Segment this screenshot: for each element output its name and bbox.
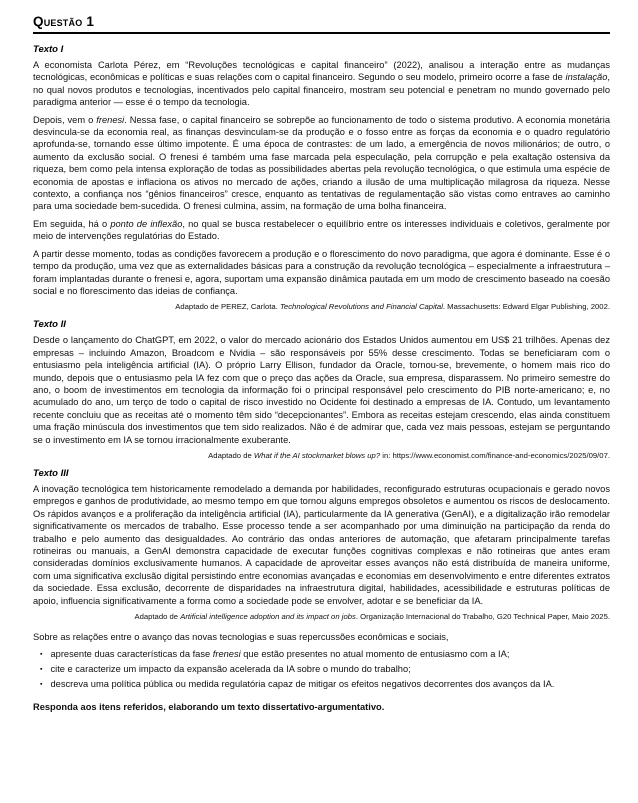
texto-2-attribution: Adaptado de What if the AI stockmarket blows up? in: https://www.economist.com/finance-and-economics/2025/09/07. bbox=[208, 450, 610, 460]
bullet-item-1 bbox=[40, 647, 610, 662]
bullet-item-2-text: cite e caracterize um impacto da expansão acelerada da IA sobre o mundo do trabalho; bbox=[50, 664, 411, 675]
bullet-item-1-text: apresente duas características da fase frenesi que estão presentes no atual momento de entusiasmo com a IA; bbox=[50, 649, 510, 660]
square-bullet-icon: ▪ bbox=[40, 666, 43, 674]
texto-3-title: Texto III bbox=[33, 467, 69, 479]
square-bullet-icon: ▪ bbox=[40, 681, 43, 689]
texto-1-paragraph-4: A partir desse momento, todas as condições favorecem a produção e o florescimento do novo paradigma, que agora é dominante. Esse é o tempo da produção, uma vez que as externalidades básicas para a construção da revolução tecnológica – especialmente a infraestrutura – foram implantadas durante o frenesi e, agora, suportam uma expansão dinâmica pautada em um modo de crescimento baseado na coesão social e no florescimento das ideias de confiança. bbox=[33, 248, 610, 296]
texto-3-section bbox=[33, 468, 610, 622]
question-title: Questão 1 bbox=[33, 14, 95, 29]
texto-2-section bbox=[33, 319, 610, 461]
texto-1-paragraph-2: Depois, vem o frenesi. Nessa fase, o capital financeiro se sobrepõe ao funcionamento de todo o sistema produtivo. A economia monetária desvincula-se da economia real, as finanças desvinculam-se da produção e o fosso entre as forças da economia e o quadro regulatório aprofunda-se, tornando esse último impotente. É uma época de contrastes: de um lado, a emergência de novos milionários; de outro, o aumento da exclusão social. O frenesi é também uma fase marcada pela especulação, pela corrupção e pela exaltação ostensiva da riqueza, bem como pela intensa exploração de todas as possibilidades abertas pela revolução tecnológica, o que estimula uma espécie de economia de apostas e inflaciona os ativos no mercado de ações, criando a ilusão de uma multiplicação milagrosa da riqueza. Nesse contexto, a confiança nos “gênios financeiros” cresce, enquanto as tentativas de regulamentação são vistas como entraves ao caminho para uma sociedade bem-sucedida. O frenesi culmina, assim, na formação de uma bolha financeira. bbox=[33, 114, 611, 212]
final-instruction: Responda aos itens referidos, elaborando um texto dissertativo-argumentativo. bbox=[33, 702, 385, 713]
texto-1-paragraph-1: A economista Carlota Pérez, em “Revoluções tecnológicas e capital financeiro” (2022), analisou a interação entre as mudanças tecnológicas, econômicas e políticas e suas relações com o capital financeiro. Segundo o seu modelo, primeiro ocorre a fase de instalação, no qual novos produtos e tecnologias, incentivados pelo capital financeiro, mostram seu potencial e penetram no mundo governado pelo paradigma anterior — esse é o tempo da tecnologia. bbox=[33, 60, 610, 108]
texto-3-attribution: Adaptado de Artificial intelligence adoption and its impact on jobs. Organização Internacional do Trabalho, G20 Technical Paper, Maio 2025. bbox=[134, 612, 610, 622]
texto-1-attribution: Adaptado de PEREZ, Carlota. Technological Revolutions and Financial Capital. Massachusetts: Edward Elgar Publishing, 2002. bbox=[175, 302, 610, 312]
texto-2-title: Texto II bbox=[33, 319, 66, 331]
texto-2-paragraph-1: Desde o lançamento do ChatGPT, em 2022, o valor do mercado acionário dos Estados Unidos aumentou em US$ 21 trilhões. Apenas dez empresas – incluindo Amazon, Broadcom e Nvidia – são responsáveis por 55% desse crescimento. Todas se beneficiaram com o entusiasmo pela inteligência artificial (IA). O próprio Larry Ellison, fundador da Oracle, tornou-se, brevemente, o homem mais rico do mundo, depois que o entusiasmo pela IA fez com que o preço das ações da Oracle, sua empresa, disparassem. No primeiro semestre do ano, o boom de investimentos em tecnologia da informação foi o principal responsável pelo crescimento do PIB norte-americano; e, no acumulado do ano, um terço de todo o capital de risco investido no Ocidente foi destinado a empresas de IA. Contudo, um levantamento recente concluiu que as receitas até o momento têm sido “decepcionantes”. Embora as receitas estejam crescendo, elas ainda constituem uma fração minúscula dos investimentos que tem sido realizados. Não é de admirar que, cada vez mais pessoas, estejam se perguntando se o investimento em IA se tornou irracionalmente exuberante. bbox=[33, 335, 610, 445]
texto-1-title: Texto I bbox=[33, 44, 64, 55]
bullet-item-2 bbox=[40, 662, 610, 677]
square-bullet-icon: ▪ bbox=[40, 651, 43, 659]
task-section bbox=[33, 631, 610, 714]
texto-3-paragraph-1: A inovação tecnológica tem historicamente remodelado a demanda por habilidades, reconfigurado estruturas ocupacionais e gerado novos empregos e ganhos de produtividade, ao mesmo tempo em que tornou alguns empregos obsoletos e aumentou os riscos de deslocamento. Os rápidos avanços e a proliferação da inteligência artificial (IA), particularmente da IA generativa (GenAI), e a digitalização irão remodelar significativamente os mercados de trabalho. Esse processo tende a ser acompanhado por uma diminuição na participação da renda do trabalho e pelo aumento das desigualdades. Ao contrário das ondas anteriores de automação, que afetaram principalmente tarefas rotineiras ou manuais, a GenAI demonstra capacidade de executar funções cognitivas complexas e não rotineiras que antes eram consideradas domínios exclusivamente humanos. A capacidade de aproveitar esses avanços não está distribuída de maneira uniforme, com uma significativa exclusão digital persistindo entre economias avançadas e economias em desenvolvimento e entre diferentes extratos da sociedade. Essa exclusão, decorrente de disparidades na infraestrutura digital, habilidades, acessibilidade e estruturas políticas de apoio, influencia significativamente a forma como a sociedade pode se envolver, adotar e se beneficiar da IA. bbox=[33, 483, 610, 606]
texto-1-paragraph-3: Em seguida, há o ponto de inflexão, no qual se busca restabelecer o equilíbrio entre os interesses individuais e coletivos, geralmente por meio de intervenções regulatórias do Estado. bbox=[33, 218, 610, 242]
question-header bbox=[33, 14, 610, 34]
prompt-intro: Sobre as relações entre o avanço das novas tecnologias e suas repercussões econômicas e sociais, bbox=[33, 632, 449, 643]
bullet-item-3 bbox=[40, 677, 610, 692]
texto-1-section bbox=[33, 44, 610, 312]
task-bullet-list bbox=[33, 647, 610, 692]
bullet-item-3-text: descreva uma política pública ou medida regulatória capaz de mitigar os efeitos negativos decorrentes dos avanços da IA. bbox=[50, 679, 555, 690]
